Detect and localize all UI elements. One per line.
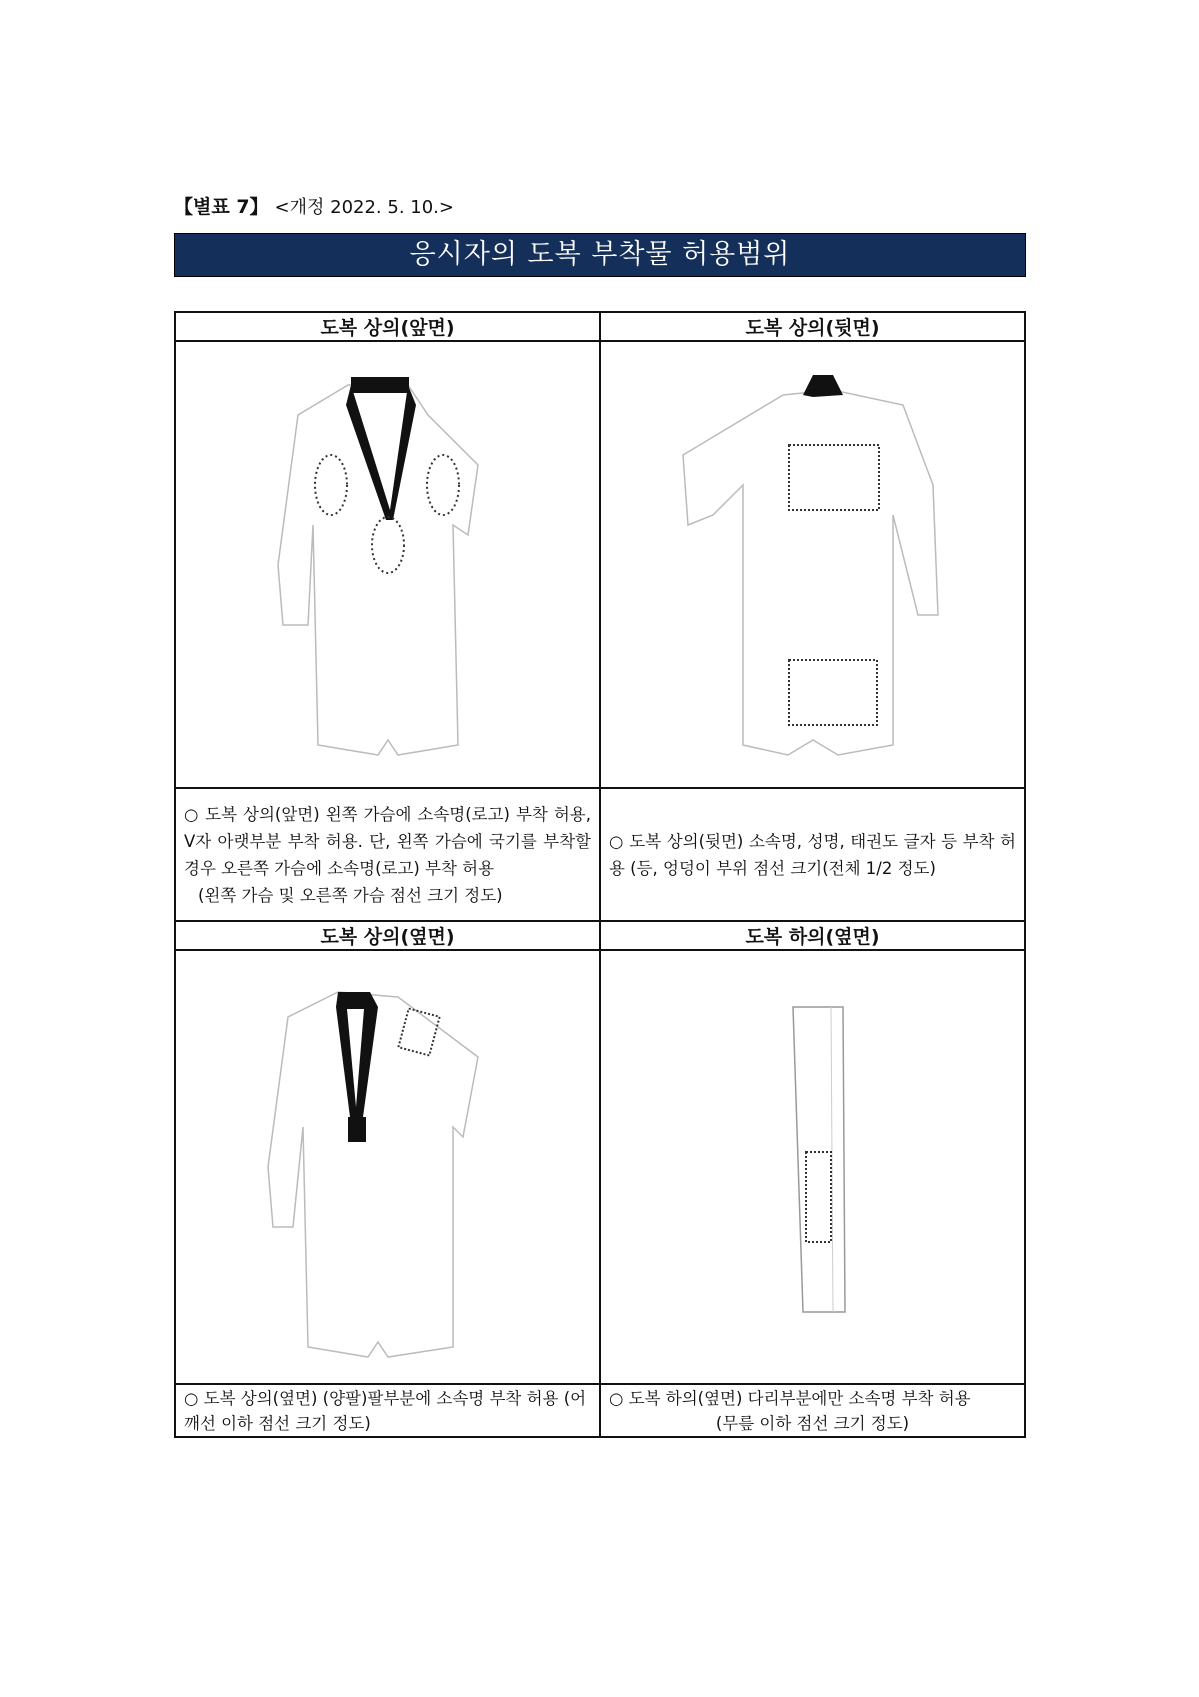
annex-header [174, 192, 454, 219]
revision-date: <개정 2022. 5. 10.> [274, 197, 454, 218]
dobok-side-illustration [238, 967, 538, 1367]
top-back-desc-text: ○ 도복 상의(뒷면) 소속명, 성명, 태권도 글자 등 부착 허용 (등, 엉덩이 부위 점선 크기(전체 1/2 정도) [609, 831, 1016, 878]
page-title: 응시자의 도복 부착물 허용범위 [174, 233, 1026, 277]
dobok-back-illustration [663, 365, 963, 765]
heading-bottom-side: 도복 하의(옆면) [600, 921, 1025, 950]
top-front-note: (왼쪽 가슴 및 오른쪽 가슴 점선 크기 정도) [198, 885, 503, 905]
top-front-image [175, 341, 600, 788]
pants-side-illustration [663, 967, 963, 1367]
bottom-side-description [600, 1384, 1025, 1437]
top-side-description [175, 1384, 600, 1437]
top-side-desc-text: ○ 도복 상의(옆면) (양팔)팔부분에 소속명 부착 허용 (어깨선 이하 점선 크기 정도) [184, 1388, 587, 1433]
heading-top-back: 도복 상의(뒷면) [600, 312, 1025, 341]
attachment-table [174, 311, 1026, 1438]
bottom-side-note: (무릎 이하 점선 크기 정도) [715, 1413, 910, 1433]
dobok-front-illustration [238, 365, 538, 765]
top-back-description [600, 788, 1025, 921]
heading-top-side: 도복 상의(옆면) [175, 921, 600, 950]
bottom-side-desc-text: ○ 도복 하의(옆면) 다리부분에만 소속명 부착 허용 [609, 1388, 971, 1408]
top-front-desc-text: ○ 도복 상의(앞면) 왼쪽 가슴에 소속명(로고) 부착 허용, V자 아랫부분 부착 허용. 단, 왼쪽 가슴에 국기를 부착할 경우 오른쪽 가슴에 소속명(로고) 부착 허용 [184, 804, 591, 878]
top-back-image [600, 341, 1025, 788]
heading-top-front: 도복 상의(앞면) [175, 312, 600, 341]
top-front-description [175, 788, 600, 921]
annex-label: 【별표 7】 [174, 196, 269, 218]
bottom-side-image [600, 950, 1025, 1384]
top-side-image [175, 950, 600, 1384]
